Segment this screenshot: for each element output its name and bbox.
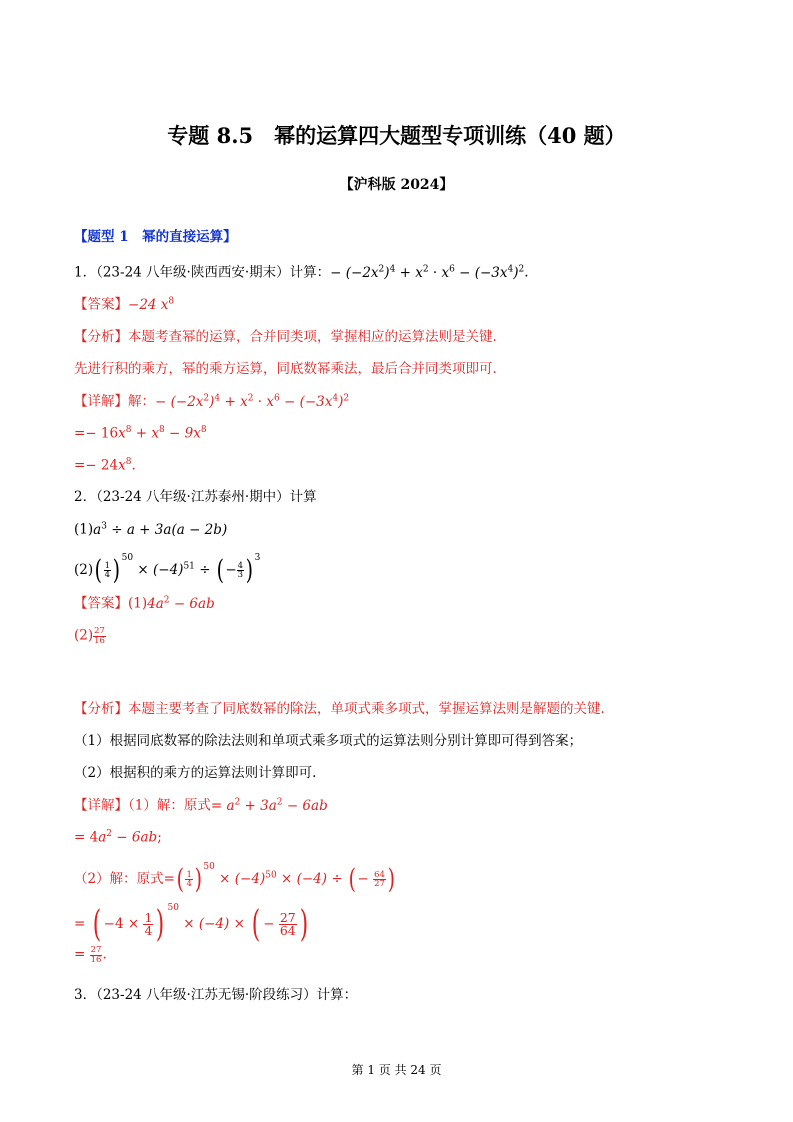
detail-prefix: （2）解：原式	[74, 871, 164, 887]
part-label: (2)	[74, 562, 94, 578]
detail-label: 【详解】	[74, 393, 128, 410]
analysis-2	[74, 701, 733, 717]
detail-label: 【详解】	[74, 797, 128, 814]
detail-1-step-2: =− $24x^8$.	[74, 457, 136, 474]
answer-2-part-2	[74, 627, 733, 645]
detail-expression: − $(-2x^2)^4 + x^2 \cdot x^6 - (-3x^4)^2$	[155, 393, 350, 410]
page-footer: 第 1 页 共 24 页	[351, 1063, 442, 1077]
question-source: （23-24 八年级·江苏无锡·阶段练习）计算：	[96, 987, 358, 1003]
answer-expression: −24 $x^8$	[128, 296, 175, 313]
analysis-1-line-2: 先进行积的乘方，幂的乘方运算，同底数幂乘法，最后合并同类项即可.	[74, 361, 497, 377]
question-expression: − $(-2x^2)^4 + x^2 \cdot x^6 - (-3x^4)^2$	[330, 264, 525, 281]
detail-1	[74, 393, 733, 410]
detail-2-step-2: = ( −4 × $\frac{1}{4}$ ) $^{50}$ × (−4) × ( − $\frac{27}{64}$ )	[74, 903, 308, 945]
part-expression: $a^3 \div a + 3a(a - 2b)$	[93, 521, 228, 538]
detail-prefix: 解：	[128, 393, 155, 410]
question-number: 2．	[74, 489, 97, 505]
part-expression: ( $\frac{1}{4}$ ) $^{50} \times (-4)^{51}$ ÷ ( − $\frac{4}{3}$ ) $^3$	[94, 553, 261, 586]
detail-2-part-2	[74, 862, 733, 893]
question-number: 3．	[74, 987, 97, 1003]
analysis-2-line-3: （2）根据积的乘方的运算法则计算即可.	[74, 765, 317, 781]
part-label: (1)	[74, 521, 94, 538]
question-2-part-2	[74, 553, 733, 584]
answer-1	[74, 296, 733, 313]
answer-fraction: $\frac{27}{16}$	[94, 626, 105, 646]
answer-part-label: (2)	[74, 627, 94, 644]
answer-expression: $4a^2 - 6ab$	[147, 595, 215, 612]
answer-2	[74, 595, 733, 612]
detail-2-step-3: = $\frac{27}{16}$ .	[74, 945, 107, 965]
detail-expression: =( $\frac{1}{4}$ ) $^{50} \times (-4)^{50} \times (-4)$ ÷ ( − $\frac{64}{27}$ )	[163, 862, 395, 895]
analysis-label: 【分析】	[74, 701, 128, 717]
section-heading: 【题型 1 幂的直接运算】	[74, 229, 237, 245]
question-source: （23-24 八年级·江苏泰州·期中）计算	[96, 489, 317, 505]
result-fraction: $\frac{27}{16}$	[90, 945, 102, 965]
question-number: 1．	[74, 264, 97, 281]
detail-2-step-1: = $4a^2 - 6ab$;	[74, 829, 162, 846]
detail-1-step-1: =− $16x^8 + x^8 - 9x^8$	[74, 425, 207, 442]
analysis-1	[74, 329, 733, 345]
analysis-text: 本题考查幂的运算，合并同类项，掌握相应的运算法则是关键.	[128, 329, 497, 345]
question-2	[74, 489, 733, 505]
detail-prefix: （1）解：原式	[128, 797, 211, 814]
page-title: 专题 8.5 幂的运算四大题型专项训练（40 题）	[167, 123, 626, 148]
edition-label: 【沪科版 2024】	[339, 177, 454, 193]
question-3	[74, 987, 733, 1003]
question-1: 1．（23-24 八年级·陕西西安·期末）计算：− $(-2x^2)^4 + x^2 \cdot x^6 - (-3x^4)^2$.	[74, 264, 529, 281]
answer-part-label: (1)	[128, 595, 148, 612]
answer-label: 【答案】	[74, 595, 128, 612]
analysis-label: 【分析】	[74, 329, 128, 345]
detail-2	[74, 797, 733, 814]
question-2-part-1	[74, 521, 733, 538]
analysis-2-line-2: （1）根据同底数幂的除法法则和单项式乘多项式的运算法则分别计算即可得到答案；	[74, 733, 583, 749]
analysis-text: 本题主要考查了同底数幂的除法，单项式乘多项式，掌握运算法则是解题的关键.	[128, 701, 605, 717]
answer-label: 【答案】	[74, 296, 128, 313]
question-source: （23-24 八年级·陕西西安·期末）计算：	[96, 264, 331, 281]
detail-expression: = $a^2 + 3a^2 - 6ab$	[210, 797, 328, 814]
